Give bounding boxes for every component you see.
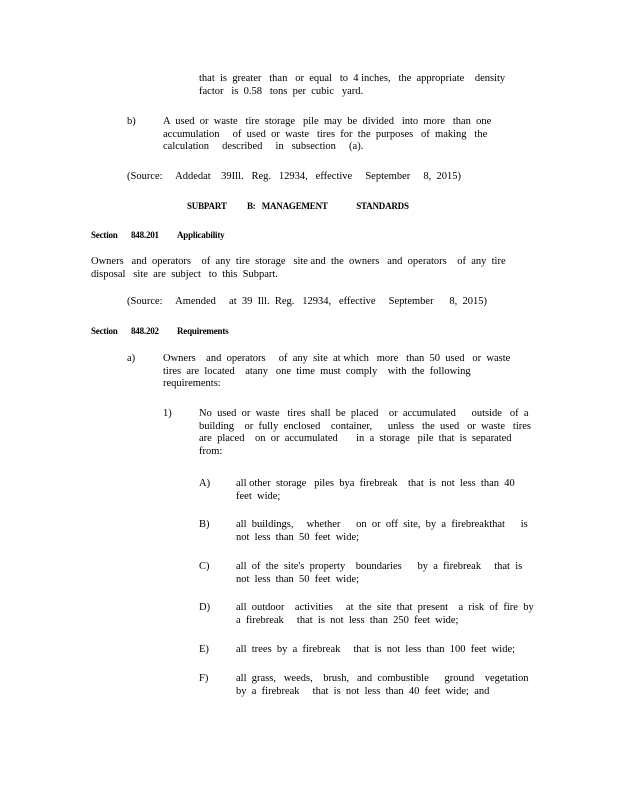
item-b-text: A used or waste tire storage pile may be divided into more than one accumulation of used or waste tires for the purposes of making the calculation described in subsection (a).: [163, 116, 492, 153]
source-note-1: (Source: Addedat 39Ill. Reg. 12934, effective September 8, 2015): [127, 171, 461, 182]
subpart-heading: SUBPART B: MANAGEMENT STANDARDS: [187, 201, 409, 211]
subitem-text: all of the site's property boundaries by a firebreak that is not less than 50 feet wide;: [236, 561, 523, 585]
section-201-label: Section: [91, 230, 118, 240]
item-1-text: No used or waste tires shall be placed or accumulated outside of a building or fully enclosed container, unless the used or waste tires are placed on or accumulated in a storage pile that is separated from:: [199, 408, 532, 457]
subitem-text: all buildings, whether on or off site, by a firebreakthat is not less than 50 feet wide;: [236, 519, 528, 543]
applicability-paragraph: Owners and operators of any tire storage site and the owners and operators of any tire disposal site are subject to this Subpart.: [91, 256, 506, 280]
section-202-title: Requirements: [177, 326, 229, 336]
subitem-label: F): [199, 673, 209, 684]
subitem-label: D): [199, 602, 211, 613]
subitem-text: all trees by a firebreak that is not less than 100 feet wide;: [236, 644, 516, 655]
section-201-title: Applicability: [177, 230, 225, 240]
section-202-label: Section: [91, 326, 118, 336]
subitem-text: all other storage piles bya firebreak that is not less than 40 feet wide;: [236, 478, 515, 502]
subitem-label: E): [199, 644, 209, 655]
section-201-number: 848.201: [131, 230, 159, 240]
item-a-text: Owners and operators of any site at which more than 50 used or waste tires are located atany one time must comply with the following requirements:: [163, 353, 511, 390]
subitem-label: B): [199, 519, 210, 530]
item-1-label: 1): [163, 408, 172, 419]
subitem-label: A): [199, 478, 211, 489]
subitem-text: all outdoor activities at the site that present a risk of fire by a firebreak that is not less than 250 feet wide;: [236, 602, 534, 626]
source-note-2: (Source: Amended at 39 Ill. Reg. 12934, effective September 8, 2015): [127, 296, 487, 307]
subitem-text: all grass, weeds, brush, and combustible ground vegetation by a firebreak that is not less than 40 feet wide; and: [236, 673, 529, 697]
item-a-label: a): [127, 353, 136, 364]
item-b-label: b): [127, 116, 136, 127]
continuation-paragraph: that is greater than or equal to 4 inches, the appropriate density factor is 0.58 tons per cubic yard.: [199, 73, 506, 97]
subitem-label: C): [199, 561, 210, 572]
section-202-number: 848.202: [131, 326, 159, 336]
